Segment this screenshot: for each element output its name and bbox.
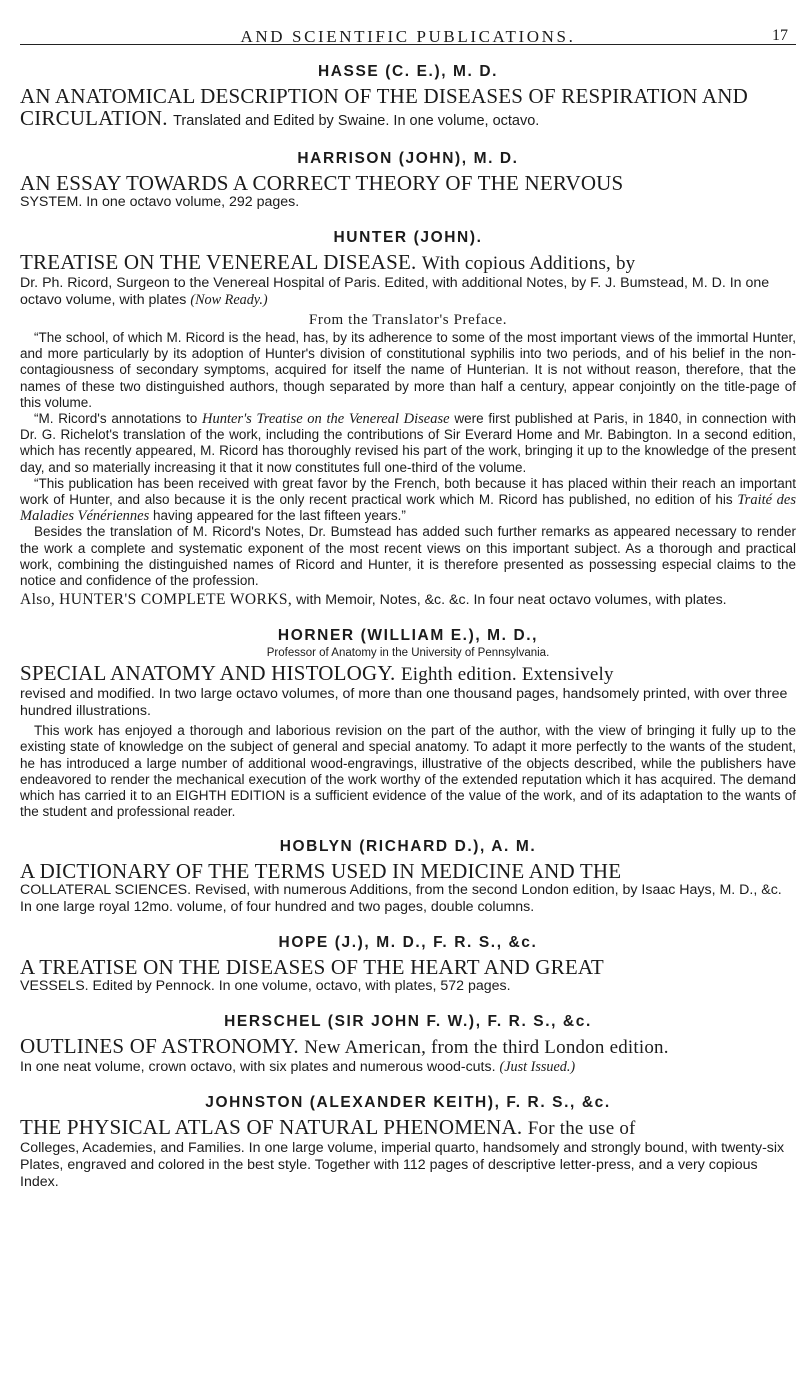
entry-title: AN ESSAY TOWARDS A CORRECT THEORY OF THE NERVOUS bbox=[20, 171, 624, 195]
entry-title-text: OUTLINES OF ASTRONOMY. bbox=[20, 1034, 299, 1059]
catalog-entry-horner bbox=[20, 627, 796, 820]
catalog-entry-hope bbox=[20, 934, 796, 995]
entry-details bbox=[20, 275, 796, 309]
preface-paragraph bbox=[20, 476, 796, 525]
entry-author: HUNTER (JOHN). bbox=[333, 229, 483, 246]
entry-author: HARRISON (JOHN), M. D. bbox=[297, 150, 519, 167]
catalog-entry-hunter bbox=[20, 229, 796, 609]
preface-text: were first published at Paris, in 1840, in connection with Dr. G. Richelot's translation of the work, including the contributions of Sir Everard Home and Mr. Babington. In a second edition, which has recently appeared, M. Ricord has thoroughly revised his part of the work, bringing it up to the knowledge of the present day, and so materially increasing it that it now constitutes full one-third of the volume. bbox=[20, 411, 796, 475]
entry-author: HASSE (C. E.), M. D. bbox=[317, 63, 499, 80]
entry-title-tail: Eighth edition. Extensively bbox=[400, 664, 614, 686]
entry-author: HORNER (WILLIAM E.), M. D., bbox=[277, 627, 539, 645]
running-title: AND SCIENTIFIC PUBLICATIONS. bbox=[240, 27, 576, 46]
entry-title bbox=[20, 1035, 796, 1059]
preface-book-title: Traité des Maladies Vénériennes bbox=[20, 492, 796, 525]
entry-details: Colleges, Academies, and Families. In one large volume, imperial quarto, handsomely and strongly bound, with twenty-six Plates, engraved and colored in the best style. Together with 112 pages of descriptive letter-press, and a very copious Index. bbox=[20, 1140, 785, 1191]
entry-author: HERSCHEL (SIR JOHN F. W.), F. R. S., &c. bbox=[224, 1013, 592, 1031]
entry-title-text: TREATISE ON THE VENEREAL DISEASE. bbox=[20, 250, 417, 274]
catalog-entry-herschel bbox=[20, 1013, 796, 1076]
entry-author: JOHNSTON (ALEXANDER KEITH), F. R. S., &c. bbox=[205, 1094, 611, 1112]
entry-availability: (Just Issued.) bbox=[499, 1059, 576, 1076]
entry-details: COLLATERAL SCIENCES. Revised, with numerous Additions, from the second London edition, by Isaac Hays, M. D., &c. In one large royal 12mo. volume, of four hundred and two pages, double columns. bbox=[20, 882, 782, 916]
description-paragraph: This work has enjoyed a thorough and laborious revision on the part of the author, with the view of bringing it fully up to the existing state of knowledge on the subject of general and special anatomy. To adapt it more perfectly to the wants of the student, he has introduced a large number of additional wood-engravings, illustrative of the objects described, while the publishers have endeavored to render the mechanical execution of the work worthy of the extended reputation which it has acquired. The demand which has carried it to an EIGHTH EDITION is a sufficient evidence of the value of the work, and of its adaptation to the wants of the student and professional reader. bbox=[20, 723, 796, 820]
preface-text: having appeared for the last fifteen years.” bbox=[153, 508, 406, 524]
also-title: HUNTER'S COMPLETE WORKS, bbox=[59, 591, 293, 609]
page-number: 17 bbox=[772, 27, 788, 44]
preface-paragraph bbox=[20, 411, 796, 476]
preface-text: “M. Ricord's annotations to bbox=[34, 411, 198, 427]
entry-details-text: In one neat volume, crown octavo, with six plates and numerous wood-cuts. bbox=[20, 1059, 496, 1076]
entry-title-text: SPECIAL ANATOMY AND HISTOLOGY. bbox=[20, 661, 396, 686]
entry-title bbox=[20, 85, 796, 132]
catalog-page bbox=[20, 0, 796, 1191]
entry-details-text: Dr. Ph. Ricord, Surgeon to the Venereal Hospital of Paris. Edited, with additional Notes, by F. J. Bumstead, M. D. In one octavo volume, with plates bbox=[20, 275, 770, 308]
also-line bbox=[20, 591, 796, 609]
entry-title-text: AN ANATOMICAL DESCRIPTION OF THE DISEASES OF RESPIRATION AND CIRCULATION. bbox=[20, 84, 749, 130]
catalog-entry-hasse bbox=[20, 63, 796, 132]
entry-title: A DICTIONARY OF THE TERMS USED IN MEDICINE AND THE bbox=[20, 859, 622, 884]
entry-title: A TREATISE ON THE DISEASES OF THE HEART AND GREAT bbox=[20, 955, 604, 980]
preface-paragraph: “The school, of which M. Ricord is the head, has, by its adherence to some of the most important views of the immortal Hunter, and more particularly by its adoption of Hunter's division of constitutional syphilis into two periods, and of his belief in the non-contagiousness of secondary symptoms, acquired for itself the name of Hunterian. It is not without reason, therefore, that the names of these two distinguished authors, though separated by more than half a century, appear conjointly on the title-page of this volume. bbox=[20, 330, 796, 410]
entry-title-tail: Translated and Edited by Swaine. In one volume, octavo. bbox=[173, 113, 540, 129]
catalog-entry-hoblyn bbox=[20, 838, 796, 916]
running-head bbox=[20, 0, 796, 45]
entry-title-tail: New American, from the third London edition. bbox=[304, 1037, 669, 1059]
entry-title bbox=[20, 1116, 796, 1140]
entry-title-tail: For the use of bbox=[527, 1118, 636, 1140]
entry-author: HOBLYN (RICHARD D.), A. M. bbox=[279, 838, 537, 856]
entry-author-affiliation: Professor of Anatomy in the University of Pennsylvania. bbox=[266, 647, 550, 660]
preface-book-title: Hunter's Treatise on the Venereal Disease bbox=[202, 411, 450, 428]
entry-title bbox=[20, 662, 796, 686]
preface-text: “This publication has been received with great favor by the French, both because it has placed within their reach an important work of Hunter, and also because it is the only recent practical work which M. Ricord has published, no edition of his bbox=[20, 475, 796, 508]
entry-title bbox=[20, 251, 796, 275]
entry-details: VESSELS. Edited by Pennock. In one volume, octavo, with plates, 572 pages. bbox=[20, 978, 511, 995]
entry-details bbox=[20, 1059, 796, 1076]
entry-details: SYSTEM. In one octavo volume, 292 pages. bbox=[20, 194, 300, 210]
entry-title-text: THE PHYSICAL ATLAS OF NATURAL PHENOMENA. bbox=[20, 1115, 523, 1140]
description-paragraph: Besides the translation of M. Ricord's Notes, Dr. Bumstead has added such further remarks as appeared necessary to render the work a complete and systematic exponent of the most recent views on this important subject. As a thorough and practical work, combining the distinguished names of Ricord and Hunter, it is therefore presented as possessing especial claims to the notice and confidence of the profession. bbox=[20, 524, 796, 589]
entry-availability: (Now Ready.) bbox=[190, 292, 268, 308]
also-prefix: Also, bbox=[20, 591, 56, 609]
also-details: with Memoir, Notes, &c. &c. In four neat octavo volumes, with plates. bbox=[296, 592, 727, 609]
entry-details: revised and modified. In two large octavo volumes, of more than one thousand pages, handsomely printed, with over three hundred illustrations. bbox=[20, 686, 788, 720]
entry-author: HOPE (J.), M. D., F. R. S., &c. bbox=[278, 934, 538, 952]
preface-heading: From the Translator's Preface. bbox=[308, 312, 508, 328]
catalog-entry-harrison bbox=[20, 150, 796, 211]
entry-title-tail: With copious Additions, by bbox=[421, 253, 636, 274]
catalog-entry-johnston bbox=[20, 1094, 796, 1191]
